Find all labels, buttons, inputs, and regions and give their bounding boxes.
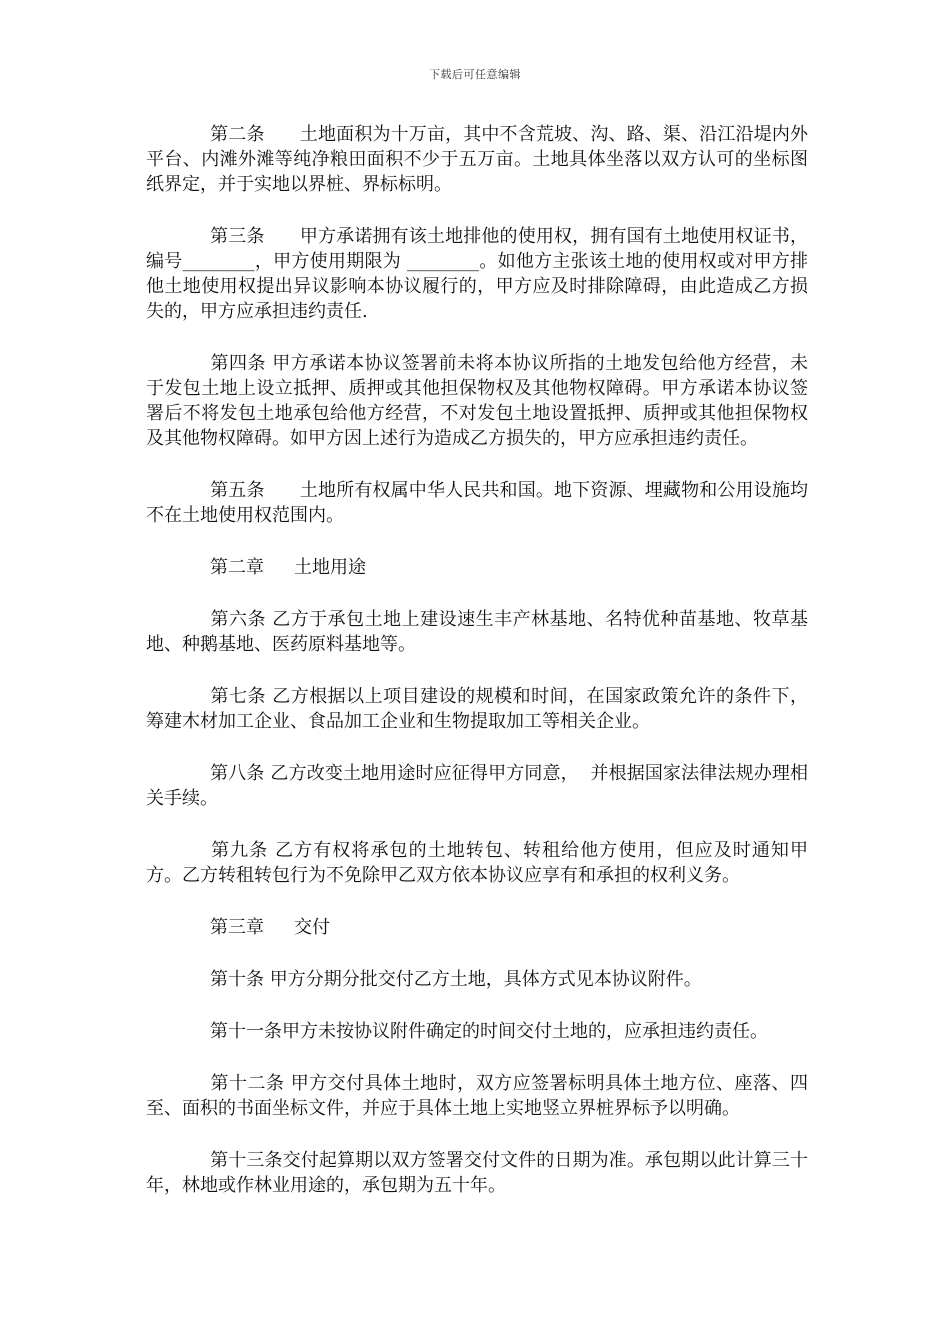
article-label: 第七条 <box>210 686 266 707</box>
article-label: 第十三条 <box>210 1150 283 1171</box>
article-10 <box>146 967 808 992</box>
article-2 <box>146 122 808 197</box>
article-label: 第十二条 <box>210 1073 285 1094</box>
article-5 <box>146 478 808 528</box>
article-text: 乙方改变土地用途时应征得甲方同意， 并根据国家法律法规办理相关手续。 <box>146 763 808 809</box>
article-label: 第十条 <box>210 969 264 990</box>
chapter-label: 第三章 <box>210 917 264 938</box>
chapter-title: 交付 <box>294 917 330 938</box>
chapter-label: 第二章 <box>210 557 264 578</box>
article-8 <box>146 761 808 811</box>
article-text: 交付起算期以双方签署交付文件的日期为准。承包期以此计算三十年，林地或作林业用途的，承包期为五十年。 <box>146 1150 809 1196</box>
article-label: 第八条 <box>210 763 265 784</box>
article-label: 第二条 <box>210 124 265 145</box>
article-label: 第五条 <box>210 480 265 501</box>
article-text: 甲方承诺拥有该土地排他的使用权，拥有国有土地使用权证书，编号________，甲方使用期限为 ________。如他方主张该土地的使用权或对甲方排他土地使用权提出异议影响本协议履行的，甲方应及时排除障碍，由此造成乙方损失的，甲方应承担违约责任. <box>146 226 808 322</box>
article-label: 第十一条 <box>210 1021 282 1042</box>
article-text: 甲方交付具体土地时，双方应签署标明具体土地方位、座落、四至、面积的书面坐标文件，并应于具体土地上实地竖立界桩界标予以明确。 <box>146 1073 808 1119</box>
article-label: 第九条 <box>210 840 269 861</box>
page-header-note: 下载后可任意编辑 <box>429 68 521 81</box>
chapter-3-heading <box>146 915 808 940</box>
article-11 <box>146 1019 808 1044</box>
article-4 <box>146 351 808 451</box>
article-text: 土地面积为十万亩，其中不含荒坡、沟、路、渠、沿江沿堤内外平台、内滩外滩等纯净粮田面积不少于五万亩。土地具体坐落以双方认可的坐标图纸界定，并于实地以界桩、界标标明。 <box>146 124 808 195</box>
document-body <box>146 122 808 1225</box>
article-7 <box>146 684 808 734</box>
article-text: 乙方根据以上项目建设的规模和时间，在国家政策允许的条件下，筹建木材加工企业、食品加工企业和生物提取加工等相关企业。 <box>146 686 809 732</box>
article-label: 第四条 <box>210 353 266 374</box>
article-text: 乙方于承包土地上建设速生丰产林基地、名特优种苗基地、牧草基地、种鹅基地、医药原料基地等。 <box>146 609 809 655</box>
article-label: 第三条 <box>210 226 265 247</box>
article-text: 土地所有权属中华人民共和国。地下资源、埋藏物和公用设施均不在土地使用权范围内。 <box>146 480 808 526</box>
chapter-title: 土地用途 <box>294 557 366 578</box>
article-text: 甲方分期分批交付乙方土地，具体方式见本协议附件。 <box>269 969 702 990</box>
article-text: 甲方未按协议附件确定的时间交付土地的，应承担违约责任。 <box>282 1021 768 1042</box>
article-12 <box>146 1071 808 1121</box>
chapter-2-heading <box>146 555 808 580</box>
article-6 <box>146 607 808 657</box>
article-label: 第六条 <box>210 609 266 630</box>
article-text: 甲方承诺本协议签署前未将本协议所指的土地发包给他方经营，未于发包土地上设立抵押、质押或其他担保物权及其他物权障碍。甲方承诺本协议签署后不将发包土地承包给他方经营，不对发包土地设置抵押、质押或其他担保物权及其他物权障碍。如甲方因上述行为造成乙方损失的，甲方应承担违约责任。 <box>146 353 809 449</box>
article-13 <box>146 1148 808 1198</box>
article-9 <box>146 838 808 888</box>
article-3 <box>146 224 808 324</box>
article-text: 乙方有权将承包的土地转包、转租给他方使用，但应及时通知甲方。乙方转租转包行为不免除甲乙双方依本协议应享有和承担的权利义务。 <box>146 840 809 886</box>
